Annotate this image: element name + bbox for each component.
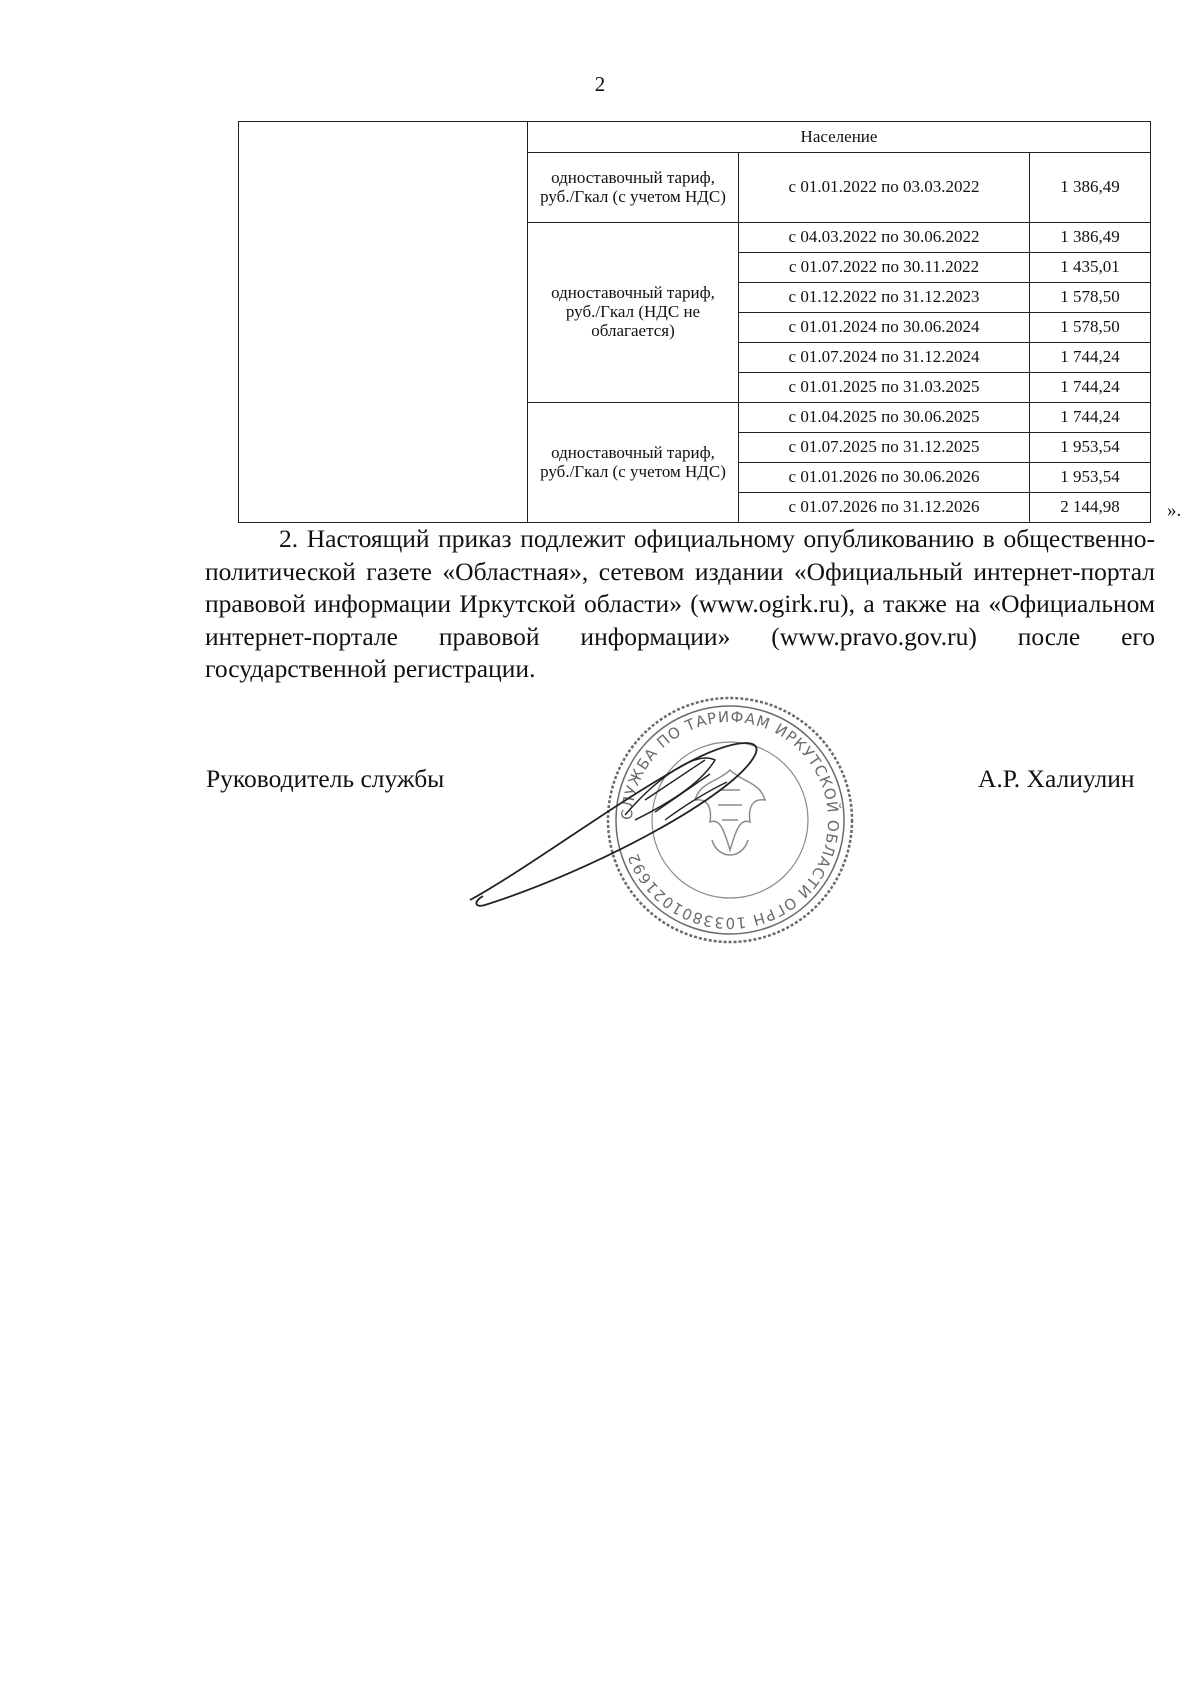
value-cell: 1 953,54 bbox=[1030, 463, 1151, 493]
paragraph-publication: 2. Настоящий приказ подлежит официальному опубликованию в общественно-политической газете «Областная», сетевом издании «Официальный интернет-портал правовой информации Иркутской области» (www.ogirk.ru), а также на «Официальном интернет-портале правовой информации» (www.pravo.gov.ru) после его государственной регистрации. bbox=[205, 524, 1155, 683]
period-cell: с 01.07.2024 по 31.12.2024 bbox=[739, 343, 1030, 373]
group-header: Население bbox=[528, 122, 1151, 153]
value-cell: 1 386,49 bbox=[1030, 223, 1151, 253]
signature-scribble bbox=[465, 720, 805, 910]
page-number: 2 bbox=[594, 72, 606, 96]
period-cell: с 01.01.2022 по 03.03.2022 bbox=[739, 153, 1030, 223]
signatory-name: А.Р. Халиулин bbox=[978, 764, 1135, 793]
value-cell: 1 953,54 bbox=[1030, 433, 1151, 463]
value-cell: 2 144,98 bbox=[1030, 493, 1151, 523]
value-cell: 1 435,01 bbox=[1030, 253, 1151, 283]
value-cell: 1 578,50 bbox=[1030, 283, 1151, 313]
value-cell: 1 578,50 bbox=[1030, 313, 1151, 343]
period-cell: с 04.03.2022 по 30.06.2022 bbox=[739, 223, 1030, 253]
period-cell: с 01.07.2025 по 31.12.2025 bbox=[739, 433, 1030, 463]
period-cell: с 01.04.2025 по 30.06.2025 bbox=[739, 403, 1030, 433]
table-row bbox=[239, 122, 1151, 153]
period-cell: с 01.01.2026 по 30.06.2026 bbox=[739, 463, 1030, 493]
signatory-role: Руководитель службы bbox=[206, 764, 445, 793]
table-empty-column bbox=[239, 122, 528, 523]
tariff-table bbox=[238, 121, 1151, 523]
period-cell: с 01.12.2022 по 31.12.2023 bbox=[739, 283, 1030, 313]
value-cell: 1 744,24 bbox=[1030, 373, 1151, 403]
closing-quote: ». bbox=[1167, 500, 1182, 521]
period-cell: с 01.07.2022 по 30.11.2022 bbox=[739, 253, 1030, 283]
period-cell: с 01.01.2025 по 31.03.2025 bbox=[739, 373, 1030, 403]
period-cell: с 01.01.2024 по 30.06.2024 bbox=[739, 313, 1030, 343]
category-cell: одноставочный тариф, руб./Гкал (НДС не облагается) bbox=[528, 223, 739, 403]
category-cell: одноставочный тариф, руб./Гкал (с учетом НДС) bbox=[528, 153, 739, 223]
stamp-ring-text: СЛУЖБА ПО ТАРИФАМ ИРКУТСКОЙ ОБЛАСТИ ОГРН 1033801021692 bbox=[617, 707, 843, 933]
value-cell: 1 744,24 bbox=[1030, 343, 1151, 373]
period-cell: с 01.07.2026 по 31.12.2026 bbox=[739, 493, 1030, 523]
value-cell: 1 744,24 bbox=[1030, 403, 1151, 433]
category-cell: одноставочный тариф, руб./Гкал (с учетом НДС) bbox=[528, 403, 739, 523]
value-cell: 1 386,49 bbox=[1030, 153, 1151, 223]
